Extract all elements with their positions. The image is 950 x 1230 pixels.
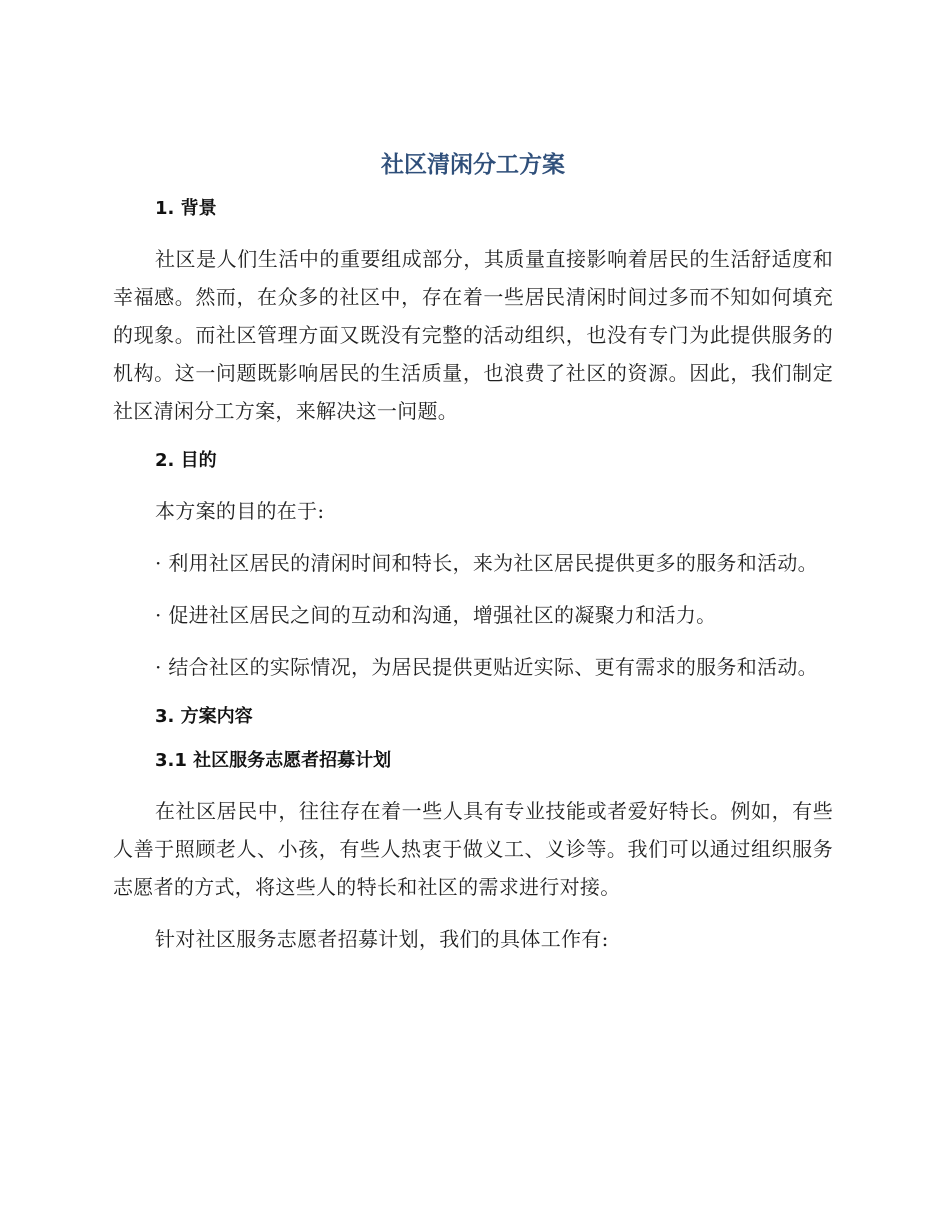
section-heading-purpose: 2. 目的	[155, 450, 217, 471]
volunteer-paragraph-1: 在社区居民中，往往存在着一些人具有专业技能或者爱好特长。例如，有些人善于照顾老人、小孩，有些人热衷于做义工、义诊等。我们可以通过组织服务志愿者的方式，将这些人的特长和社区的需求进行对接。	[113, 799, 833, 899]
volunteer-paragraph-2: 针对社区服务志愿者招募计划，我们的具体工作有:	[155, 927, 609, 951]
document-title: 社区清闲分工方案	[381, 152, 565, 178]
purpose-intro: 本方案的目的在于:	[155, 499, 325, 523]
subsection-heading-volunteer: 3.1 社区服务志愿者招募计划	[155, 750, 392, 771]
purpose-bullet-3: · 结合社区的实际情况，为居民提供更贴近实际、更有需求的服务和活动。	[155, 655, 818, 679]
purpose-bullet-1: · 利用社区居民的清闲时间和特长，来为社区居民提供更多的服务和活动。	[155, 551, 818, 575]
background-paragraph: 社区是人们生活中的重要组成部分，其质量直接影响着居民的生活舒适度和幸福感。然而，在众多的社区中，存在着一些居民清闲时间过多而不知如何填充的现象。而社区管理方面又既没有完整的活动组织，也没有专门为此提供服务的机构。这一问题既影响居民的生活质量，也浪费了社区的资源。因此，我们制定社区清闲分工方案，来解决这一问题。	[113, 247, 833, 423]
section-heading-content: 3. 方案内容	[155, 706, 253, 727]
purpose-bullet-2: · 促进社区居民之间的互动和沟通，增强社区的凝聚力和活力。	[155, 603, 717, 627]
document-body	[113, 148, 833, 958]
section-heading-background: 1. 背景	[155, 198, 217, 219]
